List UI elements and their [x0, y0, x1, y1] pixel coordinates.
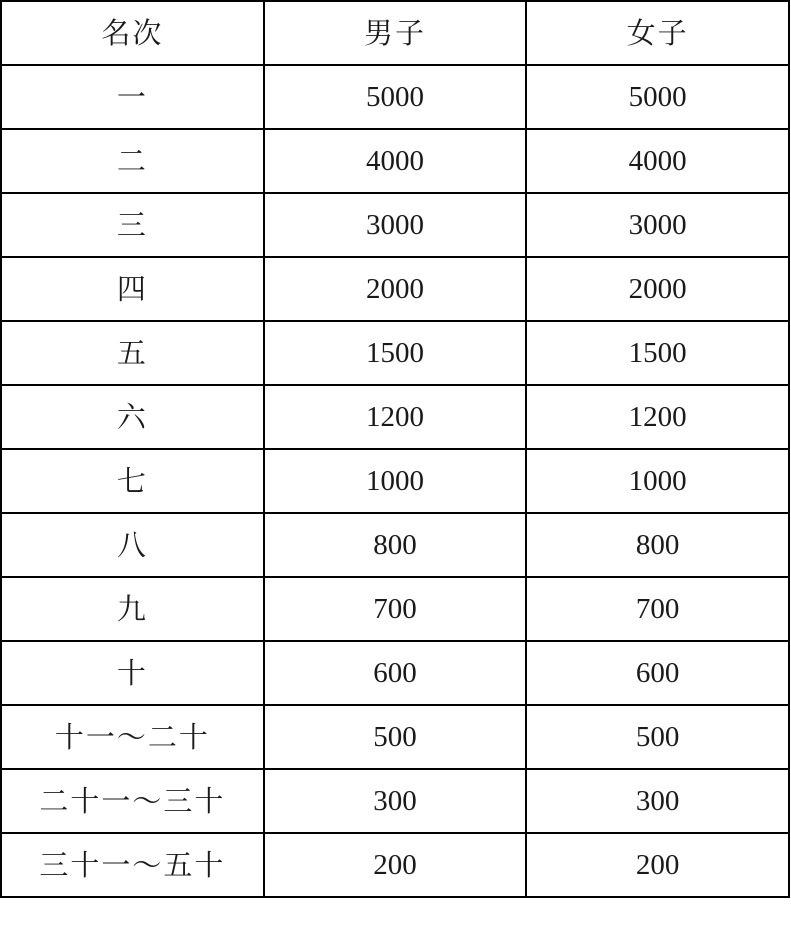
- table-row: [1, 193, 789, 257]
- rank-cell: 十: [1, 641, 264, 705]
- rank-cell: 五: [1, 321, 264, 385]
- table-row: [1, 129, 789, 193]
- women-cell: 200: [526, 833, 789, 897]
- table-row: [1, 833, 789, 897]
- rank-cell: 二十一～三十: [1, 769, 264, 833]
- header-men: 男子: [264, 1, 527, 65]
- men-cell: 200: [264, 833, 527, 897]
- women-cell: 4000: [526, 129, 789, 193]
- women-cell: 700: [526, 577, 789, 641]
- men-cell: 600: [264, 641, 527, 705]
- table-row: [1, 577, 789, 641]
- women-cell: 300: [526, 769, 789, 833]
- rank-cell: 六: [1, 385, 264, 449]
- table-row: [1, 65, 789, 129]
- table-row: [1, 705, 789, 769]
- men-cell: 500: [264, 705, 527, 769]
- women-cell: 1200: [526, 385, 789, 449]
- rank-cell: 一: [1, 65, 264, 129]
- men-cell: 800: [264, 513, 527, 577]
- women-cell: 1000: [526, 449, 789, 513]
- header-row: [1, 1, 789, 65]
- women-cell: 2000: [526, 257, 789, 321]
- women-cell: 1500: [526, 321, 789, 385]
- rank-cell: 十一～二十: [1, 705, 264, 769]
- men-cell: 1500: [264, 321, 527, 385]
- men-cell: 1000: [264, 449, 527, 513]
- women-cell: 800: [526, 513, 789, 577]
- table-row: [1, 385, 789, 449]
- men-cell: 3000: [264, 193, 527, 257]
- table-row: [1, 449, 789, 513]
- men-cell: 700: [264, 577, 527, 641]
- table-body: [1, 1, 789, 897]
- men-cell: 1200: [264, 385, 527, 449]
- table-row: [1, 257, 789, 321]
- men-cell: 5000: [264, 65, 527, 129]
- table-row: [1, 769, 789, 833]
- women-cell: 5000: [526, 65, 789, 129]
- women-cell: 500: [526, 705, 789, 769]
- table-row: [1, 513, 789, 577]
- rank-cell: 二: [1, 129, 264, 193]
- table-row: [1, 641, 789, 705]
- header-women: 女子: [526, 1, 789, 65]
- men-cell: 2000: [264, 257, 527, 321]
- men-cell: 4000: [264, 129, 527, 193]
- men-cell: 300: [264, 769, 527, 833]
- rank-cell: 四: [1, 257, 264, 321]
- rank-cell: 三十一～五十: [1, 833, 264, 897]
- table-row: [1, 321, 789, 385]
- rank-cell: 七: [1, 449, 264, 513]
- rank-cell: 八: [1, 513, 264, 577]
- rank-cell: 三: [1, 193, 264, 257]
- rank-cell: 九: [1, 577, 264, 641]
- women-cell: 3000: [526, 193, 789, 257]
- header-rank: 名次: [1, 1, 264, 65]
- women-cell: 600: [526, 641, 789, 705]
